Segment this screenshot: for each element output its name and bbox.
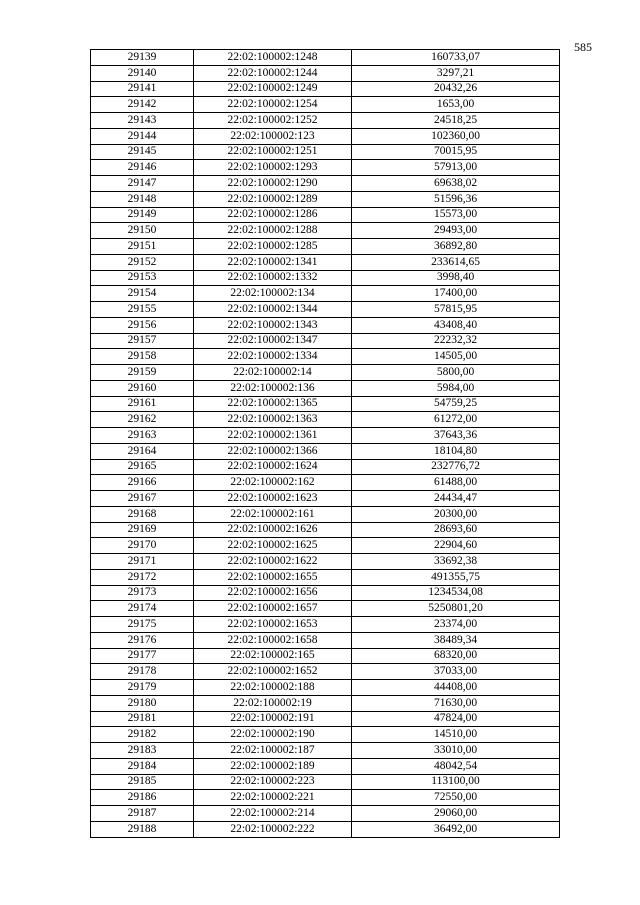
cadastral-number-cell: 22:02:100002:1251 — [194, 144, 352, 160]
table-row — [91, 65, 560, 81]
table-row — [91, 239, 560, 255]
cadastral-number-cell: 22:02:100002:1288 — [194, 223, 352, 239]
table-row — [91, 254, 560, 270]
cadastral-value-cell: 71630,00 — [352, 695, 560, 711]
table-row — [91, 223, 560, 239]
table-row — [91, 554, 560, 570]
row-number-cell: 29145 — [91, 144, 194, 160]
table-row — [91, 695, 560, 711]
row-number-cell: 29139 — [91, 50, 194, 66]
row-number-cell: 29155 — [91, 302, 194, 318]
table-row — [91, 443, 560, 459]
table-row — [91, 664, 560, 680]
cadastral-value-cell: 22232,32 — [352, 333, 560, 349]
row-number-cell: 29146 — [91, 160, 194, 176]
row-number-cell: 29185 — [91, 774, 194, 790]
table-row — [91, 160, 560, 176]
cadastral-value-cell: 18104,80 — [352, 443, 560, 459]
cadastral-value-cell: 38489,34 — [352, 632, 560, 648]
table-row — [91, 428, 560, 444]
cadastral-number-cell: 22:02:100002:1622 — [194, 554, 352, 570]
row-number-cell: 29179 — [91, 680, 194, 696]
cadastral-number-cell: 22:02:100002:161 — [194, 506, 352, 522]
row-number-cell: 29160 — [91, 380, 194, 396]
cadastral-value-cell: 20300,00 — [352, 506, 560, 522]
cadastral-value-cell: 113100,00 — [352, 774, 560, 790]
cadastral-number-cell: 22:02:100002:19 — [194, 695, 352, 711]
cadastral-number-cell: 22:02:100002:1366 — [194, 443, 352, 459]
table-row — [91, 569, 560, 585]
row-number-cell: 29162 — [91, 412, 194, 428]
cadastral-number-cell: 22:02:100002:1285 — [194, 239, 352, 255]
cadastral-value-cell: 57815,95 — [352, 302, 560, 318]
cadastral-number-cell: 22:02:100002:1365 — [194, 396, 352, 412]
cadastral-number-cell: 22:02:100002:1347 — [194, 333, 352, 349]
row-number-cell: 29159 — [91, 365, 194, 381]
cadastral-number-cell: 22:02:100002:1249 — [194, 81, 352, 97]
cadastral-value-cell: 37643,36 — [352, 428, 560, 444]
row-number-cell: 29174 — [91, 601, 194, 617]
row-number-cell: 29149 — [91, 207, 194, 223]
table-row — [91, 506, 560, 522]
cadastral-value-cell: 69638,02 — [352, 176, 560, 192]
table-row — [91, 176, 560, 192]
cadastral-number-cell: 22:02:100002:214 — [194, 806, 352, 822]
cadastral-value-cell: 22904,60 — [352, 538, 560, 554]
table-row — [91, 191, 560, 207]
cadastral-value-cell: 44408,00 — [352, 680, 560, 696]
cadastral-number-cell: 22:02:100002:1341 — [194, 254, 352, 270]
table-row — [91, 412, 560, 428]
cadastral-value-cell: 57913,00 — [352, 160, 560, 176]
table-row — [91, 711, 560, 727]
cadastral-value-cell: 160733,07 — [352, 50, 560, 66]
cadastral-value-cell: 5800,00 — [352, 365, 560, 381]
row-number-cell: 29140 — [91, 65, 194, 81]
table-row — [91, 475, 560, 491]
table-row — [91, 522, 560, 538]
row-number-cell: 29177 — [91, 648, 194, 664]
table-body — [91, 50, 560, 838]
table-row — [91, 758, 560, 774]
cadastral-number-cell: 22:02:100002:1652 — [194, 664, 352, 680]
cadastral-number-cell: 22:02:100002:1625 — [194, 538, 352, 554]
row-number-cell: 29154 — [91, 286, 194, 302]
cadastral-value-cell: 1653,00 — [352, 97, 560, 113]
row-number-cell: 29156 — [91, 317, 194, 333]
table-row — [91, 790, 560, 806]
cadastral-number-cell: 22:02:100002:191 — [194, 711, 352, 727]
cadastral-number-cell: 22:02:100002:1653 — [194, 617, 352, 633]
cadastral-number-cell: 22:02:100002:223 — [194, 774, 352, 790]
cadastral-number-cell: 22:02:100002:189 — [194, 758, 352, 774]
row-number-cell: 29175 — [91, 617, 194, 633]
cadastral-number-cell: 22:02:100002:1657 — [194, 601, 352, 617]
table-row — [91, 81, 560, 97]
table-row — [91, 270, 560, 286]
row-number-cell: 29150 — [91, 223, 194, 239]
cadastral-number-cell: 22:02:100002:1286 — [194, 207, 352, 223]
row-number-cell: 29164 — [91, 443, 194, 459]
cadastral-number-cell: 22:02:100002:1343 — [194, 317, 352, 333]
row-number-cell: 29184 — [91, 758, 194, 774]
row-number-cell: 29176 — [91, 632, 194, 648]
table-row — [91, 144, 560, 160]
table-row — [91, 128, 560, 144]
cadastral-value-cell: 47824,00 — [352, 711, 560, 727]
cadastral-number-cell: 22:02:100002:1254 — [194, 97, 352, 113]
row-number-cell: 29171 — [91, 554, 194, 570]
cadastral-number-cell: 22:02:100002:1344 — [194, 302, 352, 318]
cadastral-number-cell: 22:02:100002:1658 — [194, 632, 352, 648]
cadastral-number-cell: 22:02:100002:1290 — [194, 176, 352, 192]
table-row — [91, 333, 560, 349]
cadastral-value-cell: 28693,60 — [352, 522, 560, 538]
cadastral-number-cell: 22:02:100002:1293 — [194, 160, 352, 176]
cadastral-number-cell: 22:02:100002:1623 — [194, 491, 352, 507]
cadastral-value-cell: 102360,00 — [352, 128, 560, 144]
table-row — [91, 743, 560, 759]
row-number-cell: 29147 — [91, 176, 194, 192]
table-row — [91, 207, 560, 223]
cadastral-value-cell: 17400,00 — [352, 286, 560, 302]
row-number-cell: 29141 — [91, 81, 194, 97]
table-row — [91, 491, 560, 507]
cadastral-value-cell: 48042,54 — [352, 758, 560, 774]
cadastral-value-cell: 72550,00 — [352, 790, 560, 806]
cadastral-value-cell: 3998,40 — [352, 270, 560, 286]
row-number-cell: 29168 — [91, 506, 194, 522]
row-number-cell: 29173 — [91, 585, 194, 601]
table-row — [91, 302, 560, 318]
cadastral-number-cell: 22:02:100002:1656 — [194, 585, 352, 601]
cadastral-number-cell: 22:02:100002:1334 — [194, 349, 352, 365]
cadastral-value-cell: 24434,47 — [352, 491, 560, 507]
cadastral-number-cell: 22:02:100002:1626 — [194, 522, 352, 538]
row-number-cell: 29182 — [91, 727, 194, 743]
table-row — [91, 97, 560, 113]
row-number-cell: 29142 — [91, 97, 194, 113]
row-number-cell: 29152 — [91, 254, 194, 270]
cadastral-number-cell: 22:02:100002:136 — [194, 380, 352, 396]
cadastral-value-cell: 14505,00 — [352, 349, 560, 365]
table-row — [91, 349, 560, 365]
table-row — [91, 380, 560, 396]
cadastral-number-cell: 22:02:100002:1655 — [194, 569, 352, 585]
cadastral-number-cell: 22:02:100002:1361 — [194, 428, 352, 444]
cadastral-number-cell: 22:02:100002:1248 — [194, 50, 352, 66]
cadastral-number-cell: 22:02:100002:188 — [194, 680, 352, 696]
cadastral-number-cell: 22:02:100002:1624 — [194, 459, 352, 475]
cadastral-number-cell: 22:02:100002:1332 — [194, 270, 352, 286]
cadastral-number-cell: 22:02:100002:123 — [194, 128, 352, 144]
cadastral-number-cell: 22:02:100002:221 — [194, 790, 352, 806]
row-number-cell: 29144 — [91, 128, 194, 144]
cadastral-number-cell: 22:02:100002:1244 — [194, 65, 352, 81]
cadastral-number-cell: 22:02:100002:190 — [194, 727, 352, 743]
table-row — [91, 113, 560, 129]
table-row — [91, 317, 560, 333]
table-row — [91, 538, 560, 554]
cadastral-value-cell: 51596,36 — [352, 191, 560, 207]
table-row — [91, 459, 560, 475]
row-number-cell: 29178 — [91, 664, 194, 680]
row-number-cell: 29143 — [91, 113, 194, 129]
cadastral-value-cell: 54759,25 — [352, 396, 560, 412]
table-row — [91, 50, 560, 66]
row-number-cell: 29169 — [91, 522, 194, 538]
cadastral-value-cell: 232776,72 — [352, 459, 560, 475]
cadastral-value-cell: 29493,00 — [352, 223, 560, 239]
cadastral-value-cell: 33010,00 — [352, 743, 560, 759]
cadastral-number-cell: 22:02:100002:187 — [194, 743, 352, 759]
row-number-cell: 29166 — [91, 475, 194, 491]
row-number-cell: 29167 — [91, 491, 194, 507]
cadastral-number-cell: 22:02:100002:222 — [194, 821, 352, 837]
row-number-cell: 29161 — [91, 396, 194, 412]
table-row — [91, 601, 560, 617]
cadastral-number-cell: 22:02:100002:1363 — [194, 412, 352, 428]
table-row — [91, 680, 560, 696]
cadastral-number-cell: 22:02:100002:1252 — [194, 113, 352, 129]
row-number-cell: 29180 — [91, 695, 194, 711]
cadastral-value-cell: 14510,00 — [352, 727, 560, 743]
table-row — [91, 585, 560, 601]
row-number-cell: 29188 — [91, 821, 194, 837]
cadastral-value-cell: 43408,40 — [352, 317, 560, 333]
cadastral-value-cell: 3297,21 — [352, 65, 560, 81]
row-number-cell: 29163 — [91, 428, 194, 444]
cadastral-value-cell: 61488,00 — [352, 475, 560, 491]
cadastral-value-cell: 20432,26 — [352, 81, 560, 97]
row-number-cell: 29148 — [91, 191, 194, 207]
row-number-cell: 29186 — [91, 790, 194, 806]
cadastral-value-table — [90, 49, 560, 838]
table-row — [91, 396, 560, 412]
table-row — [91, 632, 560, 648]
cadastral-value-cell: 5984,00 — [352, 380, 560, 396]
cadastral-value-cell: 5250801,20 — [352, 601, 560, 617]
table-row — [91, 727, 560, 743]
cadastral-value-cell: 15573,00 — [352, 207, 560, 223]
row-number-cell: 29153 — [91, 270, 194, 286]
cadastral-value-cell: 68320,00 — [352, 648, 560, 664]
cadastral-number-cell: 22:02:100002:1289 — [194, 191, 352, 207]
cadastral-value-cell: 33692,38 — [352, 554, 560, 570]
row-number-cell: 29165 — [91, 459, 194, 475]
cadastral-value-cell: 70015,95 — [352, 144, 560, 160]
table-row — [91, 774, 560, 790]
row-number-cell: 29183 — [91, 743, 194, 759]
row-number-cell: 29158 — [91, 349, 194, 365]
cadastral-value-cell: 24518,25 — [352, 113, 560, 129]
cadastral-value-cell: 36892,80 — [352, 239, 560, 255]
row-number-cell: 29170 — [91, 538, 194, 554]
row-number-cell: 29181 — [91, 711, 194, 727]
cadastral-value-cell: 61272,00 — [352, 412, 560, 428]
cadastral-number-cell: 22:02:100002:134 — [194, 286, 352, 302]
page-number: 585 — [574, 40, 592, 54]
table-row — [91, 648, 560, 664]
table-row — [91, 365, 560, 381]
row-number-cell: 29187 — [91, 806, 194, 822]
cadastral-value-cell: 37033,00 — [352, 664, 560, 680]
cadastral-number-cell: 22:02:100002:162 — [194, 475, 352, 491]
table-row — [91, 286, 560, 302]
cadastral-value-cell: 491355,75 — [352, 569, 560, 585]
cadastral-number-cell: 22:02:100002:14 — [194, 365, 352, 381]
cadastral-value-cell: 36492,00 — [352, 821, 560, 837]
table-row — [91, 617, 560, 633]
row-number-cell: 29172 — [91, 569, 194, 585]
row-number-cell: 29151 — [91, 239, 194, 255]
table-row — [91, 806, 560, 822]
table-row — [91, 821, 560, 837]
row-number-cell: 29157 — [91, 333, 194, 349]
cadastral-value-cell: 1234534,08 — [352, 585, 560, 601]
cadastral-value-cell: 23374,00 — [352, 617, 560, 633]
cadastral-number-cell: 22:02:100002:165 — [194, 648, 352, 664]
cadastral-value-cell: 233614,65 — [352, 254, 560, 270]
cadastral-value-cell: 29060,00 — [352, 806, 560, 822]
